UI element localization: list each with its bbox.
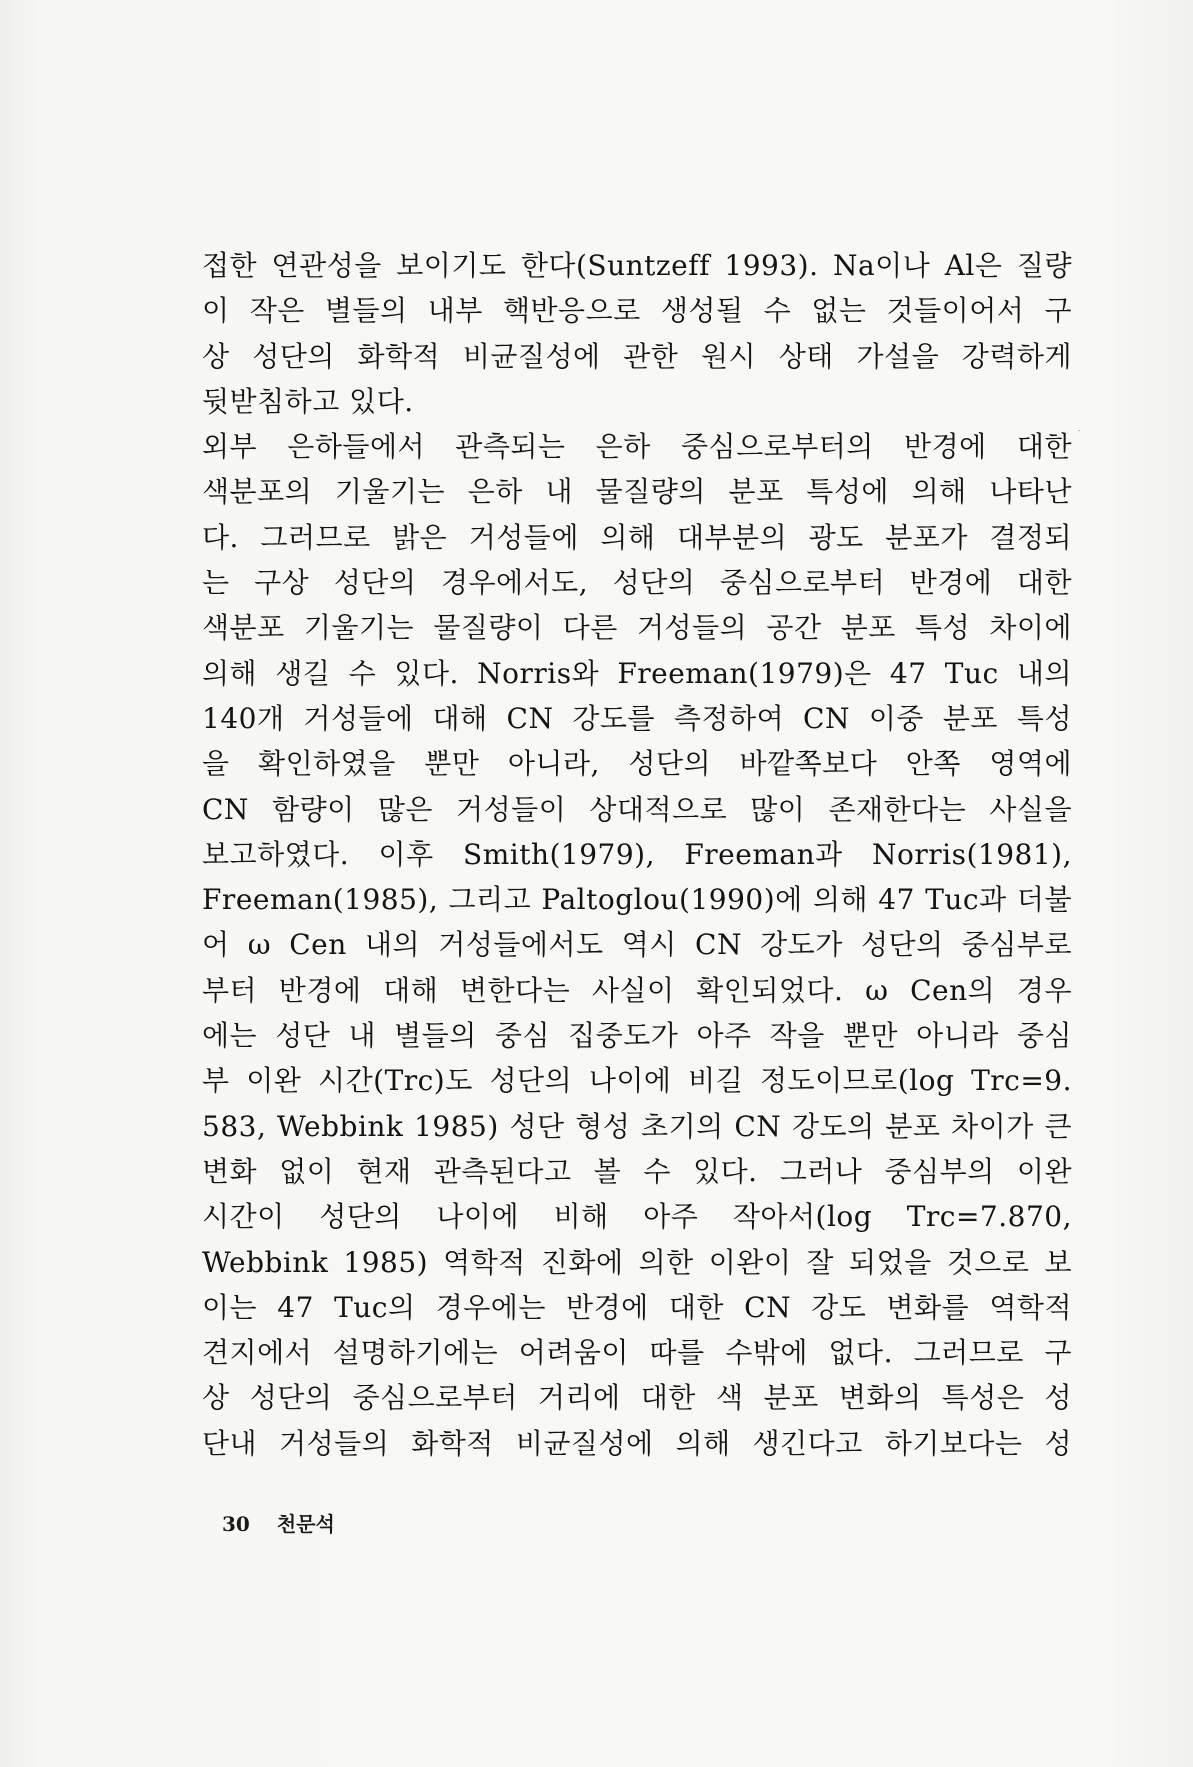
text-line: 시간이 성단의 나이에 비해 아주 작아서(log Trc=7.870, — [202, 1200, 1072, 1234]
text-line: 에는 성단 내 별들의 중심 집중도가 아주 작을 뿐만 아니라 중심 — [202, 1019, 1072, 1053]
text-line: CN 함량이 많은 거성들이 상대적으로 많이 존재한다는 사실을 — [202, 792, 1072, 826]
text-line: 583, Webbink 1985) 성단 형성 초기의 CN 강도의 분포 차이가 큰 — [202, 1109, 1072, 1143]
page-number: 30 — [222, 1512, 250, 1536]
text-line: 단내 거성들의 화학적 비균질성에 의해 생긴다고 하기보다는 성 — [202, 1426, 1072, 1460]
text-line: 을 확인하였을 뿐만 아니라, 성단의 바깥쪽보다 안쪽 영역에 — [202, 747, 1072, 781]
text-line: 이는 47 Tuc의 경우에는 반경에 대한 CN 강도 변화를 역학적 — [202, 1290, 1072, 1324]
text-line: 이 작은 별들의 내부 핵반응으로 생성될 수 없는 것들이어서 구 — [202, 294, 1072, 328]
text-line: 의해 생길 수 있다. Norris와 Freeman(1979)은 47 Tuc 내의 — [202, 656, 1072, 690]
text-line: Freeman(1985), 그리고 Paltoglou(1990)에 의해 47 Tuc과 더불 — [202, 883, 1072, 917]
text-line: 보고하였다. 이후 Smith(1979), Freeman과 Norris(1981), — [202, 837, 1072, 871]
text-line: 외부 은하들에서 관측되는 은하 중심으로부터의 반경에 대한 — [202, 430, 1072, 464]
body-text — [202, 243, 1072, 1466]
scan-speck — [1078, 430, 1080, 431]
text-line: 는 구상 성단의 경우에서도, 성단의 중심으로부터 반경에 대한 — [202, 566, 1072, 600]
text-line: Webbink 1985) 역학적 진화에 의한 이완이 잘 되었을 것으로 보 — [202, 1245, 1072, 1279]
text-line: 뒷받침하고 있다. — [202, 384, 414, 418]
paragraph-2 — [202, 424, 1072, 1466]
text-line: 어 ω Cen 내의 거성들에서도 역시 CN 강도가 성단의 중심부로 — [202, 928, 1072, 962]
text-line: 색분포 기울기는 물질량이 다른 거성들의 공간 분포 특성 차이에 — [202, 611, 1072, 645]
text-line: 상 성단의 중심으로부터 거리에 대한 색 분포 변화의 특성은 성 — [202, 1381, 1072, 1415]
text-line: 견지에서 설명하기에는 어려움이 따를 수밖에 없다. 그러므로 구 — [202, 1336, 1072, 1370]
paragraph-1 — [202, 243, 1072, 424]
running-title: 천문석 — [276, 1512, 335, 1536]
text-line: 부터 반경에 대해 변한다는 사실이 확인되었다. ω Cen의 경우 — [202, 973, 1072, 1007]
text-line: 접한 연관성을 보이기도 한다(Suntzeff 1993). Na이나 Al은 질량 — [202, 249, 1072, 282]
text-line: 상 성단의 화학적 비균질성에 관한 원시 상태 가설을 강력하게 — [202, 339, 1072, 373]
text-line: 140개 거성들에 대해 CN 강도를 측정하여 CN 이중 분포 특성 — [202, 701, 1072, 735]
text-line: 변화 없이 현재 관측된다고 볼 수 있다. 그러나 중심부의 이완 — [202, 1154, 1072, 1188]
text-line: 부 이완 시간(Trc)도 성단의 나이에 비길 정도이므로(log Trc=9. — [202, 1064, 1072, 1098]
text-line: 다. 그러므로 밝은 거성들에 의해 대부분의 광도 분포가 결정되 — [202, 520, 1072, 554]
text-line: 색분포의 기울기는 은하 내 물질량의 분포 특성에 의해 나타난 — [202, 475, 1072, 509]
page-footer — [222, 1508, 355, 1537]
